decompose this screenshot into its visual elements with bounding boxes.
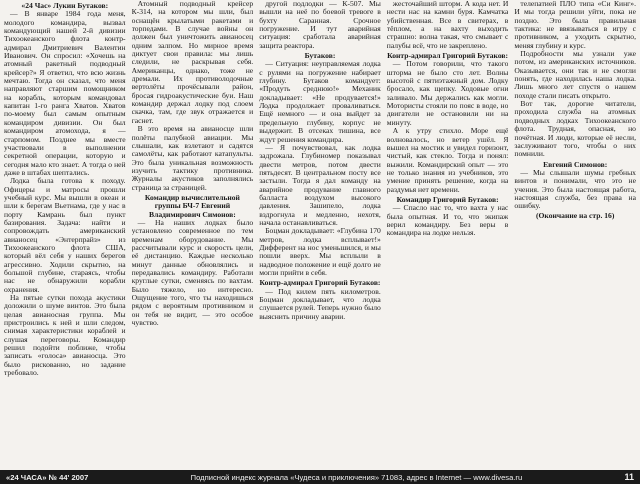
paragraph: — На наших лодках было установлено современное по тем временам оборудование. Мы рассчитывали курс и скорость цели, её дистанцию. Каждые несколько минут данные обновлялись и передавались командиру. Работали круглые сутки, сменяясь по вахтам. Было тяжело, но интересно. Ощущение того, что ты находишься рядом с вероятным противником и он тебя не видит, — это особое чувство. xyxy=(131,217,254,328)
page-number: 11 xyxy=(624,472,634,482)
issue-label: «24 ЧАСА» № 44' 2007 xyxy=(6,472,89,482)
text-column xyxy=(387,0,509,470)
paragraph: другой подлодки — К-507. Мы вышли на неё по боевой тревоге в бухту Саранная. Срочное погружение. И тут аварийная ситуация: сработала аварийная защита реактора. xyxy=(259,0,381,50)
paragraph: — В январе 1984 года меня, молодого командира, вызвал командующий нашей 2-й дивизии Тихоокеанского флота контр-адмирал Дмитриевич Валентин Иванович. Он спросил: «Хочешь на атомный ракетный подводный крейсер?» Я ответил, что всю жизнь мечтаю. Тогда он сказал, что меня направляют старшим помощником на корабль, которым командовал капитан 1-го ранга Хватов. Хватов по-моему был самым опытным командиром дивизии. Он был командиром атомохода, я — старпомом. Позднее мы вместе участвовали в выполнении секретной операции, которую и сегодня мало кто знает. А тогда о ней даже в штабах шептались. xyxy=(4,9,126,177)
continuation-note: (Окончание на стр. 16) xyxy=(535,210,615,220)
paragraph: Вот так, дорогие читатели, проходила служба на атомных подводных лодках Тихоокеанского флота. Трудная, опасная, но почётная. И люди, которые её несли, заслуживают того, чтобы о них помнили. xyxy=(514,99,636,159)
subscription-info: Подписной индекс журнала «Чудеса и приключения» 71083, адрес в Internet — www.divesa.ru xyxy=(190,472,523,482)
paragraph: — Мы слышали шумы гребных винтов и понимали, что это не учения. Это была настоящая работа, настоящая служба, без права на ошибку. xyxy=(514,167,636,211)
text-column xyxy=(514,0,636,470)
paragraph: телепатией ПЛО типа «Си Кинг». И мы тогда решили уйти, пока не поздно. Это была правильная тактика: не ввязываться в игру с противником, а уходить скрытно, меняя глубину и курс. xyxy=(514,0,636,50)
paragraph: Лодка была готова к походу. Офицеры и матросы прошли учебный курс. Мы вышли в океан и шли к берегам Вьетнама, где у нас в порту Камрань был пункт базирования. Задача: найти и сопровождать американский авианосец «Энтерпрайз» из Тихоокеанского флота США, который вёл себя у наших берегов агрессивно. Ходили скрытно, на большой глубине, стараясь, чтобы нас не обнаружили корабли охранения. xyxy=(4,176,126,294)
paragraph: — Потом говорили, что такого шторма не было сто лет. Волны высотой с пятиэтажный дом. Лодку бросало, как щепку. Ходовые огни заливало. Мы держались как могли. Мотористы стояли по пояс в воде, но двигатели не остановили ни на минуту. xyxy=(386,59,509,127)
speaker-heading: Командир вычислительной группы БЧ-7 Евгений Владимирович Симонов: xyxy=(144,192,240,219)
paragraph: Подробности мы узнали уже потом, из американских источников. Оказывается, они так и не смогли понять, где находилась наша лодка. Лишь много лет спустя о нашем походе стали писать открыто. xyxy=(514,49,636,100)
paragraph: жесточайший шторм. А кода нет. И нести нас на камни буря. Камчатка убийственная. Все в свитерах, в тёплом, а на вахту выходить страшно: волна такая, что смывает с палубы всё, что не закреплено. xyxy=(386,0,509,50)
paragraph: А к утру стихло. Море ещё волновалось, но ветер ушёл. Я вышел на мостик и увидел горизонт, чистый, как стекло. Тогда и понял: выжили. Командирский опыт — это не только знания из учебников, это умение принять решение, когда на раздумья нет времени. xyxy=(386,126,509,194)
speaker-heading: Бутаков: xyxy=(304,51,336,61)
paragraph: На пятые сутки похода акустики доложили о шуме винтов. Это была целая авианосная группа. Мы пристроились к ней и шли следом, снимая характеристики кораблей и слушая переговоры. Командир решил подойти поближе, чтобы записать «голоса» авианосца. Это было рискованно, но задание требовало. xyxy=(4,293,126,378)
paragraph: — Под килем пять километров. Боцман докладывает, что лодка слушается рулей. Теперь нужно было выяснить причину аварии. xyxy=(259,286,381,321)
paragraph: Боцман докладывает: «Глубина 170 метров, лодка всплывает!» Дифферент на нос уменьшился, и мы пошли вверх. Мы всплыли в надводное положение и ещё долго не могли прийти в себя. xyxy=(259,226,381,277)
paragraph: В это время на авианосце шли полёты палубной авиации. Мы слышали, как взлетают и садятся самолёты, как работают катапульты. Это была уникальная возможность изучить тактику противника. Журналы акустиков заполнялись страница за страницей. xyxy=(131,124,254,192)
text-column xyxy=(132,0,254,470)
speaker-heading: Командир Григорий Бутаков: xyxy=(396,194,499,204)
speaker-heading: Контр-адмирал Григорий Бутаков: xyxy=(387,51,509,61)
text-column xyxy=(4,0,126,470)
paragraph: — Ситуация: неуправляемая лодка с рулями на погружение набирает глубину. Бутаков командует: «Продуть среднюю!» Механик докладывает: «Не продувается!» Лодка продолжает проваливаться. Ещё немного — и она выйдет за предельную глубину, корпус не выдержит. В отсеках тишина, все ждут решения командира. xyxy=(259,59,381,144)
speaker-heading: Контр-адмирал Григорий Бутаков: xyxy=(259,278,381,288)
text-column xyxy=(259,0,381,470)
paragraph: — Спасло нас то, что вахта у нас была опытная. И то, что экипаж верил командиру. Без веры в командира на лодке нельзя. xyxy=(386,203,509,238)
speaker-heading: Евгений Симонов: xyxy=(543,159,608,169)
paragraph: Атомный подводный крейсер К-314, на котором мы шли, был оснащён крылатыми ракетами и торпедами. В случае войны он должен был уничтожить авианосец одним залпом. Но мирное время диктует свои правила: мы лишь следили, не раскрывая себя. Американцы, однако, тоже не дремали. Их противолодочные вертолёты прочёсывали район, бросая гидроакустические буи. Наш командир держал лодку под слоем скачка, там, где звук отражается и гаснет. xyxy=(131,0,254,125)
speaker-heading: «24 Час» Лукин Бутаков: xyxy=(21,1,109,10)
page-footer xyxy=(0,470,640,484)
paragraph: — Я почувствовал, как лодка задрожала. Глубиномер показывал двести метров, потом двести пятьдесят. В центральном посту все застыли. Тогда я дал команду на аварийное продувание главного балласта воздухом высокого давления. Зашипело, лодка вздрогнула и медленно, нехотя, начала останавливаться. xyxy=(259,142,381,227)
